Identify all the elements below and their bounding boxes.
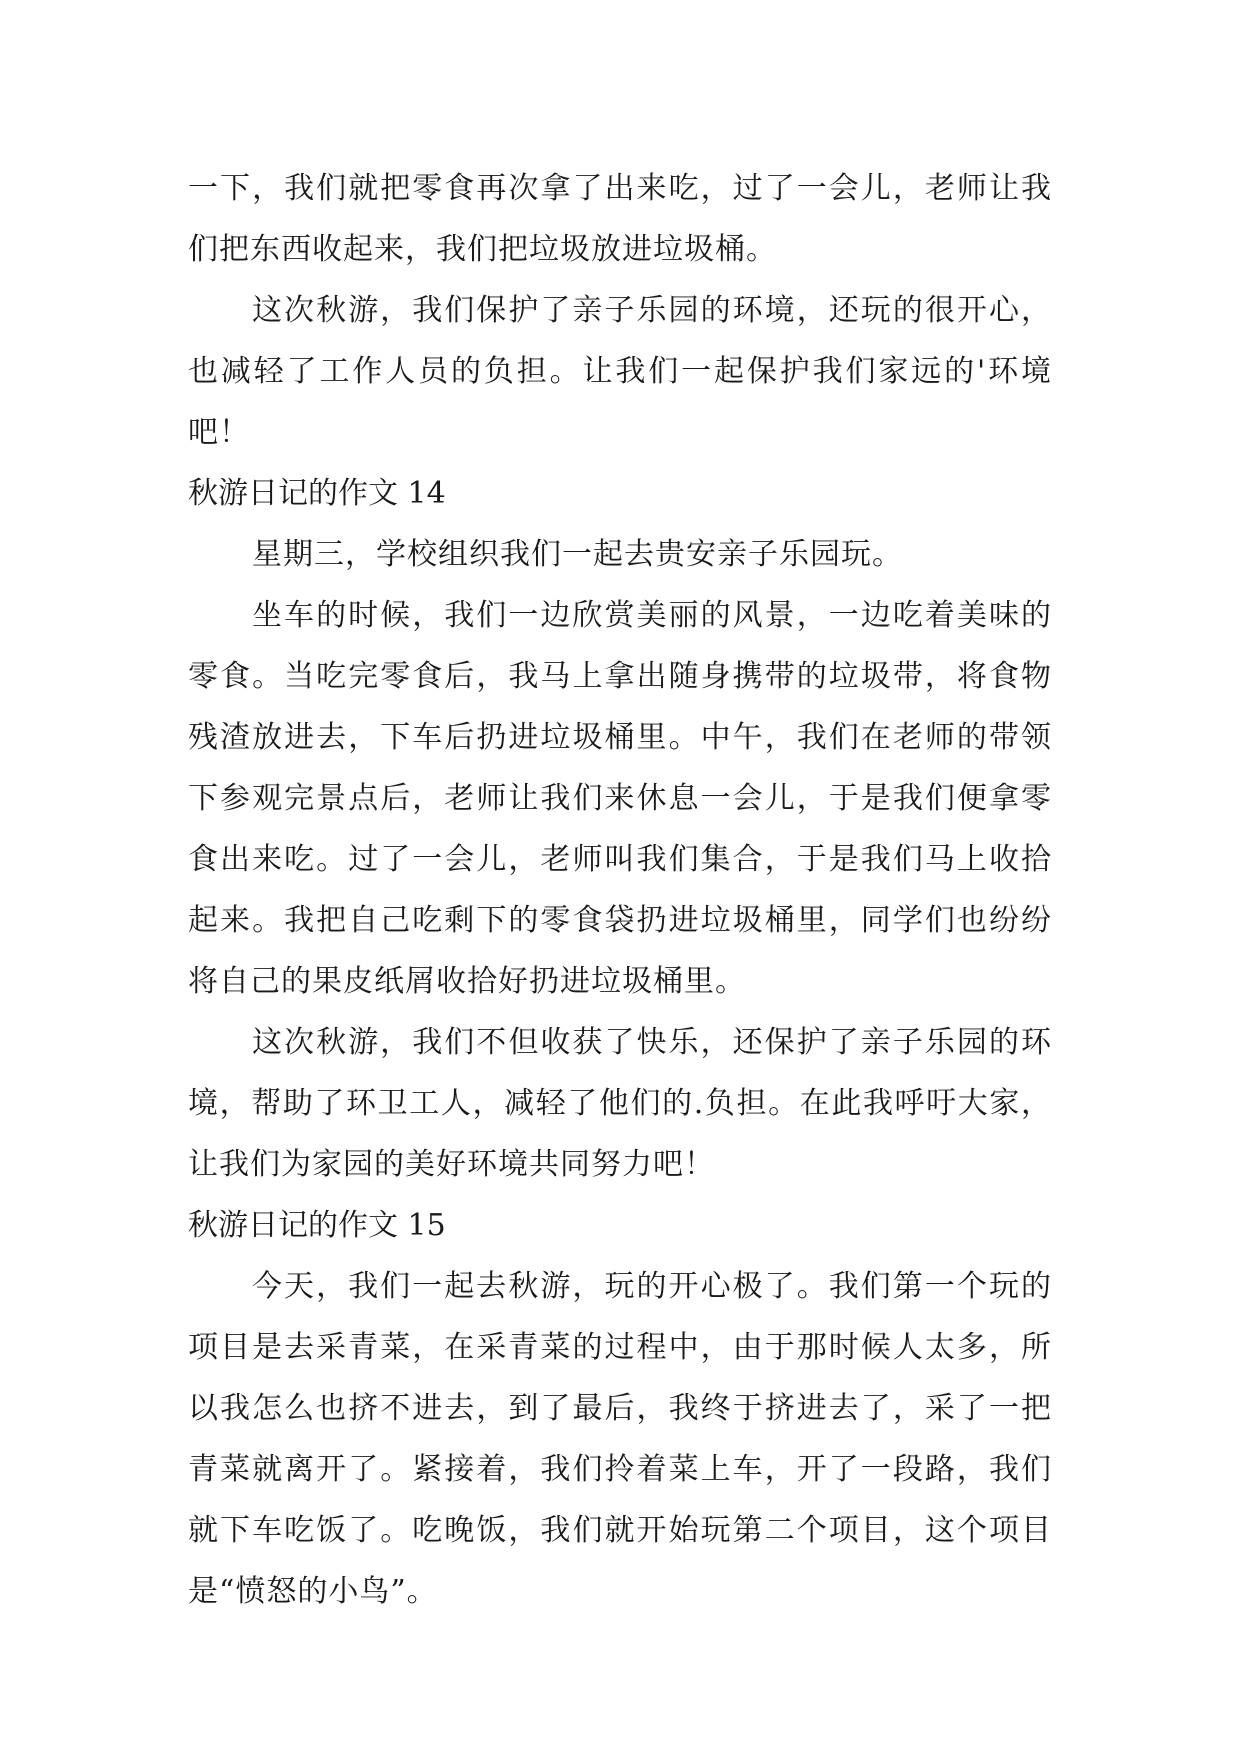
section-heading-15: 秋游日记的作文 15	[188, 1208, 446, 1243]
paragraph-5: 这次秋游，我们不但收获了快乐，还保护了亲子乐园的环境，帮助了环卫工人，减轻了他们的.负担。在此我呼吁大家，让我们为家园的美好环境共同努力吧！	[188, 1025, 1052, 1182]
paragraph-4: 坐车的时候，我们一边欣赏美丽的风景，一边吃着美味的零食。当吃完零食后，我马上拿出随身携带的垃圾带，将食物残渣放进去，下车后扔进垃圾桶里。中午，我们在老师的带领下参观完景点后，老师让我们来休息一会儿，于是我们便拿零食出来吃。过了一会儿，老师叫我们集合，于是我们马上收拾起来。我把自己吃剩下的零食袋扔进垃圾桶里，同学们也纷纷将自己的果皮纸屑收拾好扔进垃圾桶里。	[188, 598, 1052, 999]
paragraph-6: 今天，我们一起去秋游，玩的开心极了。我们第一个玩的项目是去采青菜，在采青菜的过程中，由于那时候人太多，所以我怎么也挤不进去，到了最后，我终于挤进去了，采了一把青菜就离开了。紧接着，我们拎着菜上车，开了一段路，我们就下车吃饭了。吃晚饭，我们就开始玩第二个项目，这个项目是“愤怒的小鸟”。	[188, 1269, 1052, 1609]
paragraph-1: 一下，我们就把零食再次拿了出来吃，过了一会儿，老师让我们把东西收起来，我们把垃圾放进垃圾桶。	[188, 171, 1052, 267]
document-body	[188, 158, 1052, 1622]
paragraph-3: 星期三，学校组织我们一起去贵安亲子乐园玩。	[252, 537, 903, 572]
paragraph-2: 这次秋游，我们保护了亲子乐园的环境，还玩的很开心，也减轻了工作人员的负担。让我们一起保护我们家远的'环境吧！	[188, 293, 1052, 450]
section-heading-14: 秋游日记的作文 14	[188, 476, 446, 511]
